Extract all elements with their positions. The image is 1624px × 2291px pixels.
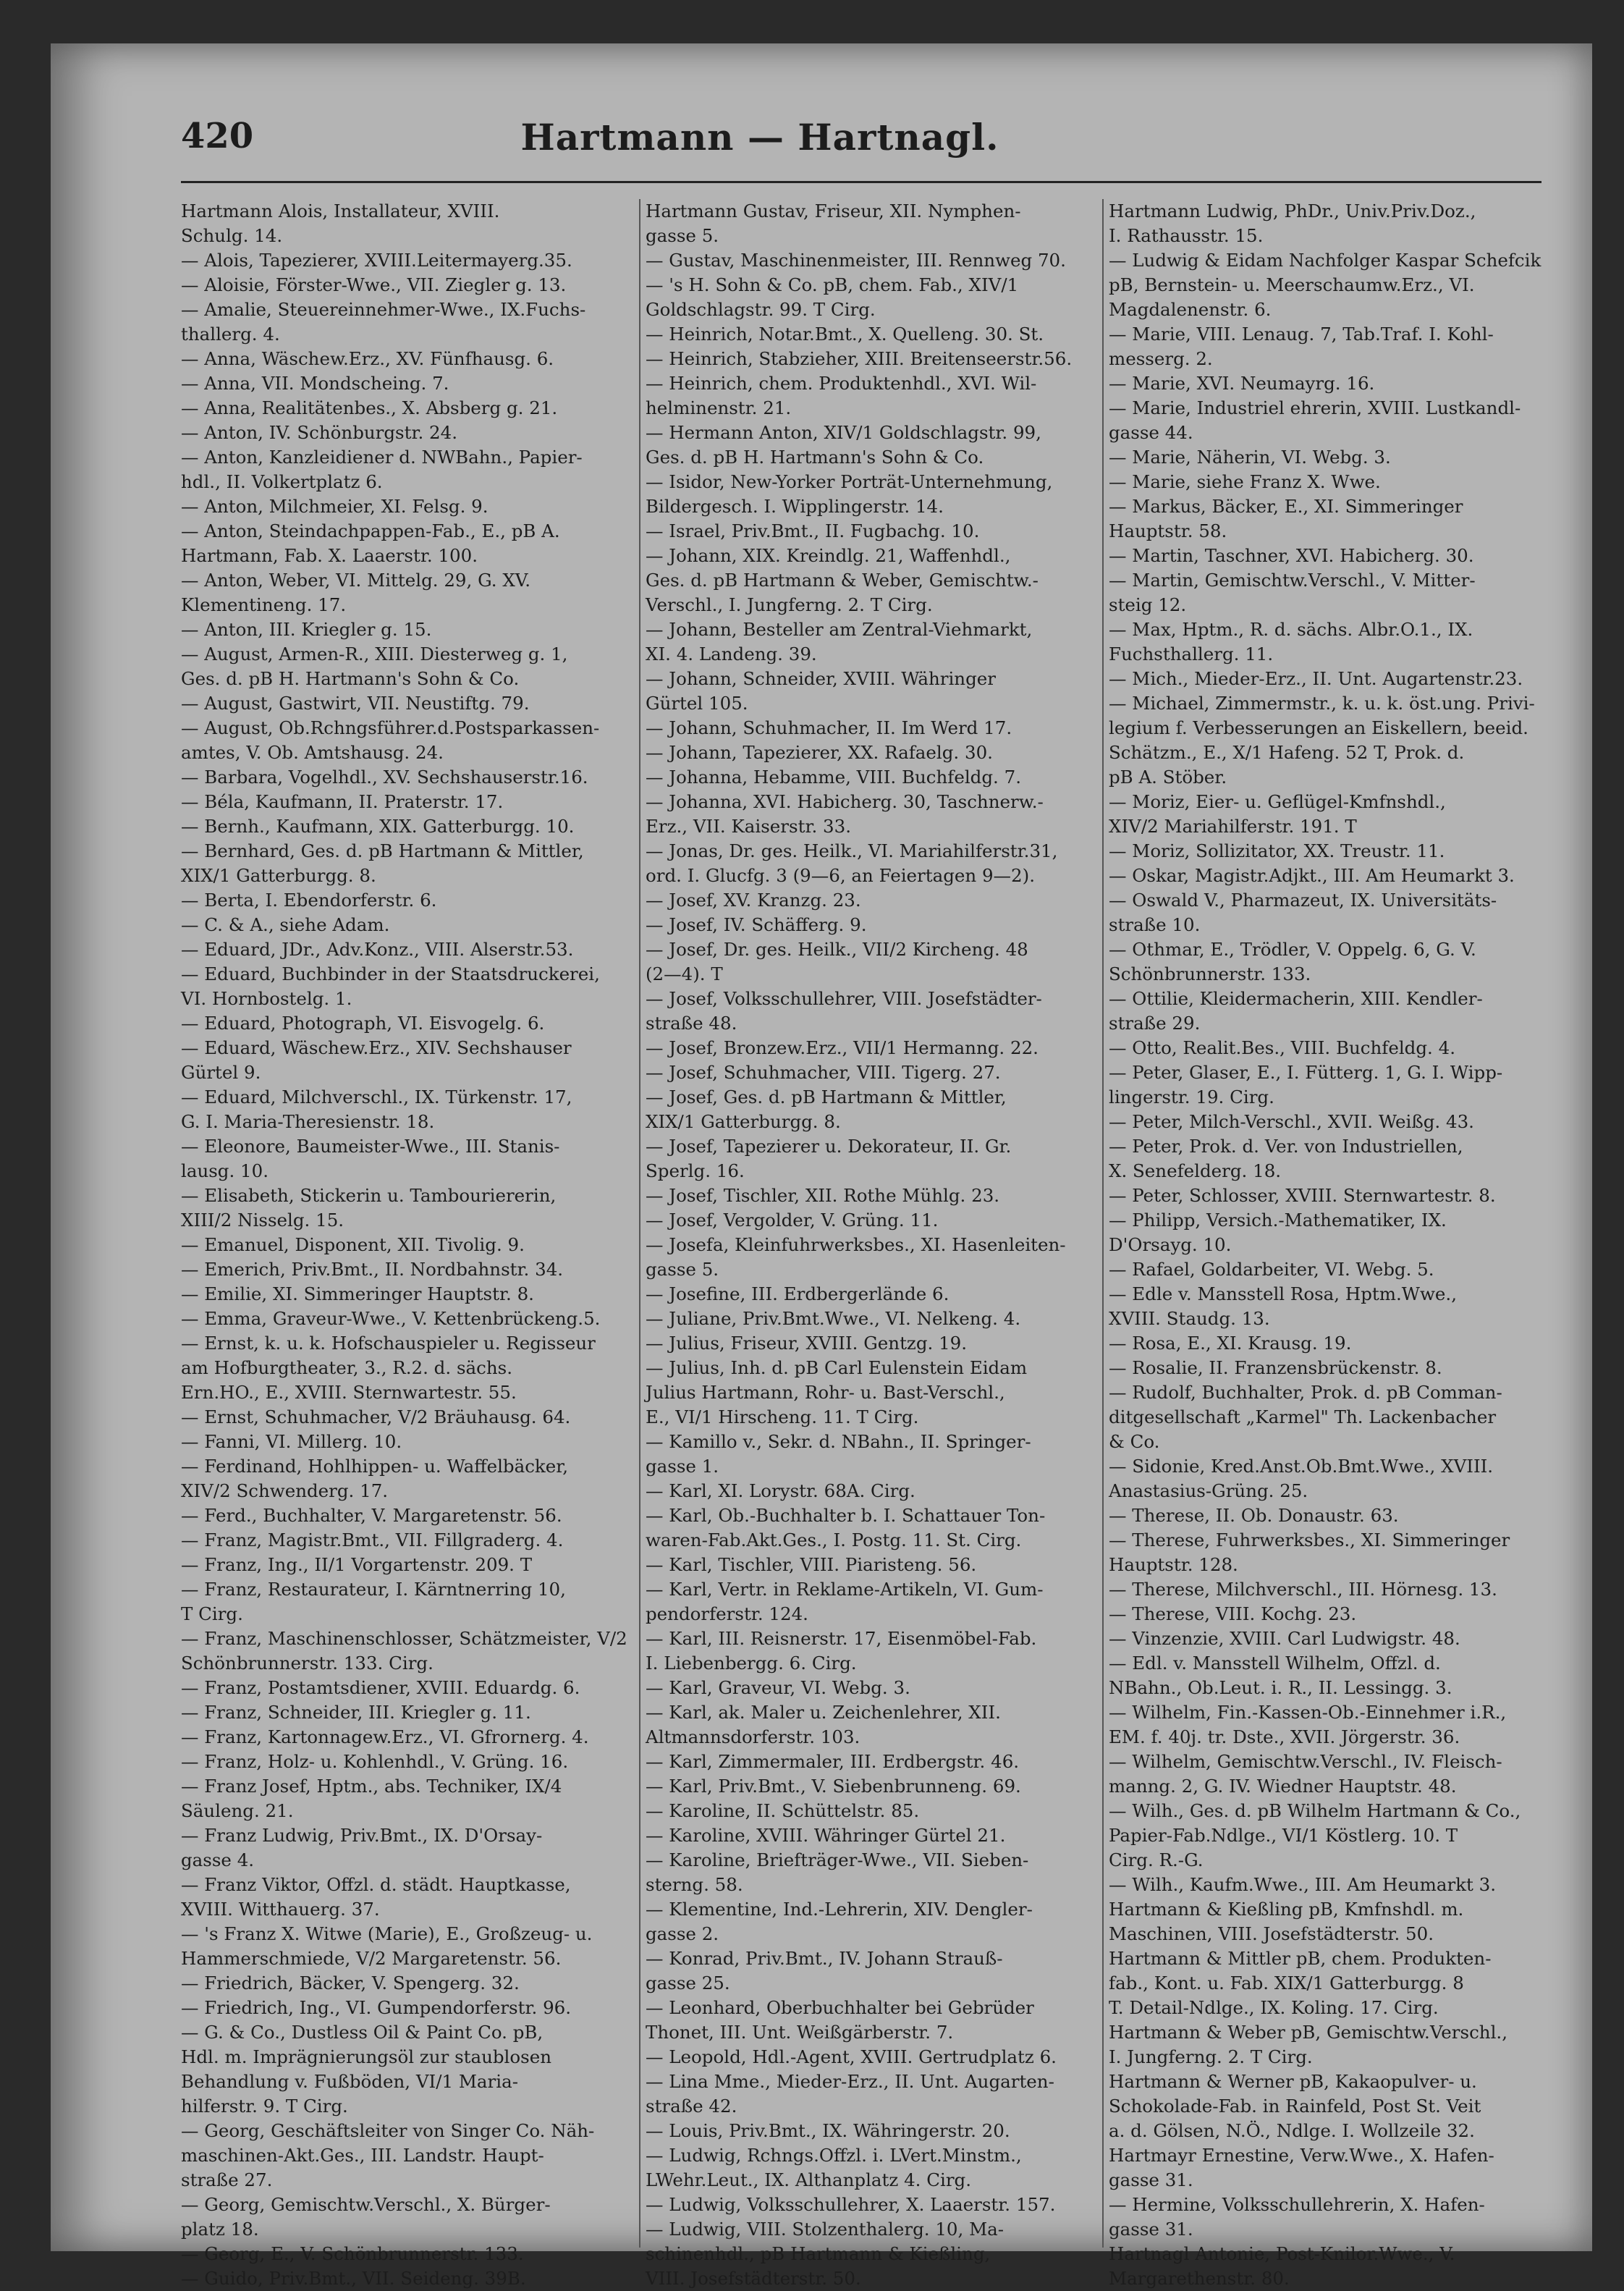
directory-line: X. Senefelderg. 18. bbox=[1109, 1160, 1282, 1181]
directory-line: Bildergesch. I. Wipplingerstr. 14. bbox=[646, 496, 944, 517]
directory-line: — Othmar, E., Trödler, V. Oppelg. 6, G. V. bbox=[1109, 939, 1476, 960]
directory-line: — Josef, Ges. d. pB Hartmann & Mittler, bbox=[646, 1087, 1007, 1107]
directory-line: T. Detail-Ndlge., IX. Koling. 17. Cirg. bbox=[1109, 1997, 1439, 2018]
directory-line: pB A. Stöber. bbox=[1109, 767, 1227, 788]
directory-line: — Berta, I. Ebendorferstr. 6. bbox=[181, 890, 437, 911]
directory-line: — Johanna, XVI. Habicherg. 30, Taschnerw.- bbox=[646, 791, 1044, 812]
directory-line: gasse 1. bbox=[646, 1456, 719, 1477]
directory-line: — Moriz, Sollizitator, XX. Treustr. 11. bbox=[1109, 840, 1445, 861]
directory-line: amtes, V. Ob. Amtshausg. 24. bbox=[181, 742, 444, 763]
directory-line: — Louis, Priv.Bmt., IX. Währingerstr. 20. bbox=[646, 2120, 1010, 2141]
directory-line: legium f. Verbesserungen an Eiskellern, beeid. bbox=[1109, 717, 1528, 738]
directory-line: — August, Gastwirt, VII. Neustiftg. 79. bbox=[181, 693, 530, 714]
directory-line: Erz., VII. Kaiserstr. 33. bbox=[646, 816, 851, 837]
directory-line: — Oskar, Magistr.Adjkt., III. Am Heumarkt 3. bbox=[1109, 865, 1515, 886]
directory-line: — Aloisie, Förster-Wwe., VII. Ziegler g. 13. bbox=[181, 274, 567, 295]
directory-line: — Josef, Dr. ges. Heilk., VII/2 Kircheng. 48 bbox=[646, 939, 1028, 960]
directory-line: — Josef, Tischler, XII. Rothe Mühlg. 23. bbox=[646, 1185, 1000, 1206]
directory-line: — Eduard, JDr., Adv.Konz., VIII. Alserstr.53. bbox=[181, 939, 574, 960]
directory-line: — Anton, Milchmeier, XI. Felsg. 9. bbox=[181, 496, 489, 517]
directory-line: Schätzm., E., X/1 Hafeng. 52 T, Prok. d. bbox=[1109, 742, 1465, 763]
directory-line: — Israel, Priv.Bmt., II. Fugbachg. 10. bbox=[646, 520, 980, 541]
directory-line: — Leopold, Hdl.-Agent, XVIII. Gertrudplatz 6. bbox=[646, 2046, 1057, 2067]
directory-line: — Otto, Realit.Bes., VIII. Buchfeldg. 4. bbox=[1109, 1037, 1455, 1058]
directory-line: & Co. bbox=[1109, 1431, 1160, 1452]
directory-line: — Josef, Schuhmacher, VIII. Tigerg. 27. bbox=[646, 1062, 1001, 1083]
directory-line: — Emilie, XI. Simmeringer Hauptstr. 8. bbox=[181, 1283, 534, 1304]
directory-line: E., VI/1 Hirscheng. 11. T Cirg. bbox=[646, 1406, 919, 1427]
directory-line: manng. 2, G. IV. Wiedner Hauptstr. 48. bbox=[1109, 1776, 1457, 1797]
column-3 bbox=[1109, 199, 1572, 2291]
directory-line: LWehr.Leut., IX. Althanplatz 4. Cirg. bbox=[646, 2169, 971, 2190]
directory-line: Hdl. m. Imprägnierungsöl zur staublosen bbox=[181, 2046, 551, 2067]
directory-line: Fuchsthallerg. 11. bbox=[1109, 644, 1274, 664]
directory-line: Hammerschmiede, V/2 Margaretenstr. 56. bbox=[181, 1948, 562, 1969]
directory-line: — Hermann Anton, XIV/1 Goldschlagstr. 99, bbox=[646, 422, 1041, 443]
directory-line: — Wilhelm, Fin.-Kassen-Ob.-Einnehmer i.R., bbox=[1109, 1702, 1507, 1723]
directory-line: — Josefine, III. Erdbergerlände 6. bbox=[646, 1283, 950, 1304]
directory-line: — Juliane, Priv.Bmt.Wwe., VI. Nelkeng. 4. bbox=[646, 1308, 1021, 1329]
directory-line: gasse 25. bbox=[646, 1973, 730, 1993]
directory-line: XIX/1 Gatterburgg. 8. bbox=[646, 1111, 841, 1132]
directory-line: Ges. d. pB H. Hartmann's Sohn & Co. bbox=[181, 668, 520, 689]
directory-line: — Josefa, Kleinfuhrwerksbes., XI. Hasenleiten- bbox=[646, 1234, 1066, 1255]
directory-line: — Friedrich, Bäcker, V. Spengerg. 32. bbox=[181, 1973, 520, 1993]
directory-line: Sperlg. 16. bbox=[646, 1160, 745, 1181]
directory-line: Hartmann & Weber pB, Gemischtw.Verschl., bbox=[1109, 2022, 1507, 2043]
directory-line: Klementineng. 17. bbox=[181, 594, 347, 615]
directory-line: — Ernst, Schuhmacher, V/2 Bräuhausg. 64. bbox=[181, 1406, 571, 1427]
directory-line: T Cirg. bbox=[181, 1603, 243, 1624]
directory-line: — 's H. Sohn & Co. pB, chem. Fab., XIV/1 bbox=[646, 274, 1019, 295]
directory-line: — Markus, Bäcker, E., XI. Simmeringer bbox=[1109, 496, 1463, 517]
directory-line: — Karoline, II. Schüttelstr. 85. bbox=[646, 1800, 920, 1821]
directory-line: — Wilh., Ges. d. pB Wilhelm Hartmann & Co., bbox=[1109, 1800, 1521, 1821]
directory-line: — August, Armen-R., XIII. Diesterweg g. 1, bbox=[181, 644, 568, 664]
directory-line: Hartmann & Mittler pB, chem. Produkten- bbox=[1109, 1948, 1492, 1969]
directory-line: straße 27. bbox=[181, 2169, 273, 2190]
column-2 bbox=[646, 199, 1107, 2291]
directory-line: XIV/2 Schwenderg. 17. bbox=[181, 1480, 389, 1501]
directory-line: — Edle v. Mansstell Rosa, Hptm.Wwe., bbox=[1109, 1283, 1458, 1304]
directory-line: — Eduard, Milchverschl., IX. Türkenstr. 17, bbox=[181, 1087, 572, 1107]
directory-line: waren-Fab.Akt.Ges., I. Postg. 11. St. Cirg. bbox=[646, 1530, 1022, 1550]
directory-line: — Ludwig, VIII. Stolzenthalerg. 10, Ma- bbox=[646, 2219, 1005, 2240]
directory-line: — Karl, ak. Maler u. Zeichenlehrer, XII. bbox=[646, 1702, 1001, 1723]
directory-line: — Josef, Bronzew.Erz., VII/1 Hermanng. 22. bbox=[646, 1037, 1039, 1058]
directory-line: — Therese, Milchverschl., III. Hörnesg. 13. bbox=[1109, 1579, 1497, 1600]
directory-line: gasse 31. bbox=[1109, 2219, 1193, 2240]
directory-line: — Bernh., Kaufmann, XIX. Gatterburgg. 10. bbox=[181, 816, 575, 837]
directory-line: — Max, Hptm., R. d. sächs. Albr.O.1., IX. bbox=[1109, 619, 1473, 640]
directory-line: — G. & Co., Dustless Oil & Paint Co. pB, bbox=[181, 2022, 544, 2043]
directory-line: — Ernst, k. u. k. Hofschauspieler u. Regisseur bbox=[181, 1333, 596, 1354]
directory-line: — Marie, Industriel ehrerin, XVIII. Lustkandl- bbox=[1109, 397, 1521, 418]
directory-line: — Peter, Milch-Verschl., XVII. Weißg. 43. bbox=[1109, 1111, 1474, 1132]
directory-line: — Josef, Vergolder, V. Grüng. 11. bbox=[646, 1210, 939, 1231]
directory-line: — Guido, Priv.Bmt., VII. Seideng. 39B. bbox=[181, 2268, 526, 2289]
directory-line: — Franz Josef, Hptm., abs. Techniker, IX/4 bbox=[181, 1776, 562, 1797]
directory-line: — Josef, IV. Schäfferg. 9. bbox=[646, 914, 867, 935]
directory-line: — Karl, XI. Lorystr. 68A. Cirg. bbox=[646, 1480, 915, 1501]
directory-line: Ges. d. pB Hartmann & Weber, Gemischtw.- bbox=[646, 570, 1039, 591]
directory-line: — Franz, Magistr.Bmt., VII. Fillgraderg. 4. bbox=[181, 1530, 564, 1550]
directory-line: a. d. Gölsen, N.Ö., Ndlge. I. Wollzeile 32. bbox=[1109, 2120, 1475, 2141]
directory-line: — Karoline, Briefträger-Wwe., VII. Sieben- bbox=[646, 1849, 1029, 1870]
directory-line: Säuleng. 21. bbox=[181, 1800, 294, 1821]
directory-line: — Rosalie, II. Franzensbrückenstr. 8. bbox=[1109, 1357, 1442, 1378]
directory-line: — Karl, Ob.-Buchhalter b. I. Schattauer Ton- bbox=[646, 1505, 1046, 1526]
directory-line: gasse 2. bbox=[646, 1923, 719, 1944]
directory-line: Hartmann, Fab. X. Laaerstr. 100. bbox=[181, 545, 478, 566]
directory-line: straße 48. bbox=[646, 1013, 737, 1034]
directory-line: schinenhdl., pB Hartmann & Kießling, bbox=[646, 2243, 991, 2264]
directory-line: — Jonas, Dr. ges. Heilk., VI. Mariahilferstr.31, bbox=[646, 840, 1058, 861]
directory-line: — Franz, Postamtsdiener, XVIII. Eduardg. 6. bbox=[181, 1677, 580, 1698]
directory-line: — Johann, Tapezierer, XX. Rafaelg. 30. bbox=[646, 742, 993, 763]
directory-line: D'Orsayg. 10. bbox=[1109, 1234, 1232, 1255]
directory-line: — Marie, Näherin, VI. Webg. 3. bbox=[1109, 447, 1391, 468]
directory-line: Schulg. 14. bbox=[181, 225, 283, 246]
directory-line: Ern.HO., E., XVIII. Sternwartestr. 55. bbox=[181, 1382, 517, 1403]
directory-line: G. I. Maria-Theresienstr. 18. bbox=[181, 1111, 435, 1132]
directory-line: hdl., II. Volkertplatz 6. bbox=[181, 471, 383, 492]
directory-line: — Rafael, Goldarbeiter, VI. Webg. 5. bbox=[1109, 1259, 1434, 1280]
directory-line: — Johann, Schuhmacher, II. Im Werd 17. bbox=[646, 717, 1012, 738]
directory-line: — Franz Ludwig, Priv.Bmt., IX. D'Orsay- bbox=[181, 1825, 543, 1846]
directory-line: Margarethenstr. 80. bbox=[1109, 2268, 1290, 2289]
directory-line: — Josef, Volksschullehrer, VIII. Josefstädter- bbox=[646, 988, 1042, 1009]
directory-line: — August, Ob.Rchngsführer.d.Postsparkassen- bbox=[181, 717, 600, 738]
directory-line: — Georg, Geschäftsleiter von Singer Co. Näh- bbox=[181, 2120, 595, 2141]
directory-line: Gürtel 9. bbox=[181, 1062, 261, 1083]
directory-line: — Michael, Zimmermstr., k. u. k. öst.ung. Privi- bbox=[1109, 693, 1535, 714]
directory-line: XIX/1 Gatterburgg. 8. bbox=[181, 865, 376, 886]
directory-line: Hartmann & Werner pB, Kakaopulver- u. bbox=[1109, 2071, 1477, 2092]
directory-line: — Anna, VII. Mondscheing. 7. bbox=[181, 373, 449, 394]
directory-line: — Ludwig, Volksschullehrer, X. Laaerstr. 157. bbox=[646, 2194, 1056, 2215]
directory-line: Hauptstr. 128. bbox=[1109, 1554, 1238, 1575]
directory-line: steig 12. bbox=[1109, 594, 1187, 615]
directory-line: gasse 4. bbox=[181, 1849, 255, 1870]
directory-line: XVIII. Witthauerg. 37. bbox=[181, 1899, 380, 1920]
directory-line: — Anna, Wäschew.Erz., XV. Fünfhausg. 6. bbox=[181, 348, 554, 369]
directory-line: XIII/2 Nisselg. 15. bbox=[181, 1210, 344, 1231]
directory-line: — Klementine, Ind.-Lehrerin, XIV. Dengler- bbox=[646, 1899, 1033, 1920]
directory-line: fab., Kont. u. Fab. XIX/1 Gatterburgg. 8 bbox=[1109, 1973, 1464, 1993]
directory-line: Behandlung v. Fußböden, VI/1 Maria- bbox=[181, 2071, 518, 2092]
directory-line: hilferstr. 9. T Cirg. bbox=[181, 2096, 348, 2117]
directory-line: — Heinrich, Notar.Bmt., X. Quelleng. 30. St. bbox=[646, 324, 1044, 345]
directory-line: — Gustav, Maschinenmeister, III. Rennweg 70. bbox=[646, 250, 1066, 271]
directory-line: — Oswald V., Pharmazeut, IX. Universitäts- bbox=[1109, 890, 1497, 911]
directory-line: Papier-Fab.Ndlge., VI/1 Köstlerg. 10. T bbox=[1109, 1825, 1458, 1846]
directory-line: gasse 5. bbox=[646, 225, 719, 246]
directory-line: thallerg. 4. bbox=[181, 324, 280, 345]
directory-line: — Marie, siehe Franz X. Wwe. bbox=[1109, 471, 1381, 492]
directory-line: — Edl. v. Mansstell Wilhelm, Offzl. d. bbox=[1109, 1653, 1441, 1674]
directory-line: Gürtel 105. bbox=[646, 693, 748, 714]
directory-line: — 's Franz X. Witwe (Marie), E., Großzeug- u. bbox=[181, 1923, 593, 1944]
directory-line: (2—4). T bbox=[646, 963, 723, 984]
directory-line: lausg. 10. bbox=[181, 1160, 269, 1181]
directory-line: — Karl, III. Reisnerstr. 17, Eisenmöbel-Fab. bbox=[646, 1628, 1037, 1649]
directory-line: — Johann, Besteller am Zentral-Viehmarkt, bbox=[646, 619, 1033, 640]
directory-line: — Fanni, VI. Millerg. 10. bbox=[181, 1431, 402, 1452]
directory-line: ord. I. Glucfg. 3 (9—6, an Feiertagen 9—2). bbox=[646, 865, 1035, 886]
directory-line: — Marie, VIII. Lenaug. 7, Tab.Traf. I. Kohl- bbox=[1109, 324, 1494, 345]
directory-line: — Emma, Graveur-Wwe., V. Kettenbrückeng.5. bbox=[181, 1308, 601, 1329]
directory-line: — Emerich, Priv.Bmt., II. Nordbahnstr. 34. bbox=[181, 1259, 564, 1280]
directory-line: XVIII. Staudg. 13. bbox=[1109, 1308, 1270, 1329]
directory-line: — Emanuel, Disponent, XII. Tivolig. 9. bbox=[181, 1234, 525, 1255]
directory-line: Anastasius-Grüng. 25. bbox=[1109, 1480, 1308, 1501]
directory-line: — Alois, Tapezierer, XVIII.Leitermayerg.35. bbox=[181, 250, 572, 271]
directory-line: messerg. 2. bbox=[1109, 348, 1213, 369]
directory-line: Goldschlagstr. 99. T Cirg. bbox=[646, 299, 876, 320]
directory-line: — Eduard, Buchbinder in der Staatsdruckerei, bbox=[181, 963, 600, 984]
directory-line: — Hermine, Volksschullehrerin, X. Hafen- bbox=[1109, 2194, 1485, 2215]
directory-line: Hartmayr Ernestine, Verw.Wwe., X. Hafen- bbox=[1109, 2145, 1494, 2166]
directory-line: — Rudolf, Buchhalter, Prok. d. pB Comman- bbox=[1109, 1382, 1502, 1403]
directory-line: — Karl, Priv.Bmt., V. Siebenbrunneng. 69. bbox=[646, 1776, 1021, 1797]
directory-line: pB, Bernstein- u. Meerschaumw.Erz., VI. bbox=[1109, 274, 1475, 295]
directory-line: — Peter, Glaser, E., I. Fütterg. 1, G. I. Wipp- bbox=[1109, 1062, 1503, 1083]
directory-line: — Johann, Schneider, XVIII. Währinger bbox=[646, 668, 996, 689]
directory-line: — Franz Viktor, Offzl. d. städt. Hauptkasse, bbox=[181, 1874, 571, 1895]
directory-line: Hartmann Ludwig, PhDr., Univ.Priv.Doz., bbox=[1109, 201, 1476, 221]
directory-line: gasse 31. bbox=[1109, 2169, 1193, 2190]
directory-line: Altmannsdorferstr. 103. bbox=[646, 1726, 860, 1747]
directory-line: Schönbrunnerstr. 133. Cirg. bbox=[181, 1653, 434, 1674]
directory-line: — Wilh., Kaufm.Wwe., III. Am Heumarkt 3. bbox=[1109, 1874, 1497, 1895]
directory-line: — Georg, E., V. Schönbrunnerstr. 133. bbox=[181, 2243, 524, 2264]
directory-line: — Julius, Friseur, XVIII. Gentzg. 19. bbox=[646, 1333, 968, 1354]
directory-line: straße 29. bbox=[1109, 1013, 1201, 1034]
directory-line: Schokolade-Fab. in Rainfeld, Post St. Veit bbox=[1109, 2096, 1481, 2117]
directory-line: — Therese, Fuhrwerksbes., XI. Simmeringer bbox=[1109, 1530, 1510, 1550]
page-header bbox=[181, 116, 1339, 181]
directory-line: — Franz, Schneider, III. Kriegler g. 11. bbox=[181, 1702, 531, 1723]
directory-line: Verschl., I. Jungferng. 2. T Cirg. bbox=[646, 594, 933, 615]
directory-line: — Martin, Gemischtw.Verschl., V. Mitter- bbox=[1109, 570, 1476, 591]
directory-line: Schönbrunnerstr. 133. bbox=[1109, 963, 1311, 984]
directory-line: VIII. Josefstädterstr. 50. bbox=[646, 2268, 861, 2289]
directory-line: — Moriz, Eier- u. Geflügel-Kmfnshdl., bbox=[1109, 791, 1446, 812]
directory-line: — Ludwig & Eidam Nachfolger Kaspar Schefcik bbox=[1109, 250, 1541, 271]
directory-page bbox=[51, 43, 1592, 2289]
directory-line: Julius Hartmann, Rohr- u. Bast-Verschl., bbox=[646, 1382, 1005, 1403]
directory-line: — Johanna, Hebamme, VIII. Buchfeldg. 7. bbox=[646, 767, 1021, 788]
directory-line: — Friedrich, Ing., VI. Gumpendorferstr. 96. bbox=[181, 1997, 572, 2018]
directory-line: — Martin, Taschner, XVI. Habicherg. 30. bbox=[1109, 545, 1474, 566]
directory-line: — Ludwig, Rchngs.Offzl. i. LVert.Minstm., bbox=[646, 2145, 1022, 2166]
directory-line: — Rosa, E., XI. Krausg. 19. bbox=[1109, 1333, 1352, 1354]
directory-line: — Johann, XIX. Kreindlg. 21, Waffenhdl., bbox=[646, 545, 1011, 566]
directory-line: — Bernhard, Ges. d. pB Hartmann & Mittler, bbox=[181, 840, 584, 861]
directory-line: — Isidor, New-Yorker Porträt-Unternehmung, bbox=[646, 471, 1053, 492]
directory-line: — C. & A., siehe Adam. bbox=[181, 914, 390, 935]
directory-line: — Anton, Kanzleidiener d. NWBahn., Papier- bbox=[181, 447, 583, 468]
directory-line: — Marie, XVI. Neumayrg. 16. bbox=[1109, 373, 1375, 394]
directory-line: — Therese, VIII. Kochg. 23. bbox=[1109, 1603, 1357, 1624]
directory-line: Hartmann & Kießling pB, Kmfnshdl. m. bbox=[1109, 1899, 1464, 1920]
directory-line: XIV/2 Mariahilferstr. 191. T bbox=[1109, 816, 1357, 837]
directory-line: — Anna, Realitätenbes., X. Absberg g. 21. bbox=[181, 397, 558, 418]
directory-line: NBahn., Ob.Leut. i. R., II. Lessingg. 3. bbox=[1109, 1677, 1452, 1698]
directory-line: I. Jungferng. 2. T Cirg. bbox=[1109, 2046, 1313, 2067]
header-rule bbox=[181, 181, 1541, 183]
directory-line: — Karl, Vertr. in Reklame-Artikeln, VI. Gum- bbox=[646, 1579, 1044, 1600]
directory-line: Hartmann Gustav, Friseur, XII. Nymphen- bbox=[646, 201, 1021, 221]
directory-line: — Georg, Gemischtw.Verschl., X. Bürger- bbox=[181, 2194, 551, 2215]
directory-line: — Anton, Steindachpappen-Fab., E., pB A. bbox=[181, 520, 560, 541]
directory-line: am Hofburgtheater, 3., R.2. d. sächs. bbox=[181, 1357, 512, 1378]
directory-line: — Franz, Holz- u. Kohlenhdl., V. Grüng. 16. bbox=[181, 1751, 569, 1772]
directory-line: — Sidonie, Kred.Anst.Ob.Bmt.Wwe., XVIII. bbox=[1109, 1456, 1494, 1477]
directory-line: maschinen-Akt.Ges., III. Landstr. Haupt- bbox=[181, 2145, 544, 2166]
directory-line: EM. f. 40j. tr. Dste., XVII. Jörgerstr. 36. bbox=[1109, 1726, 1460, 1747]
directory-line: Thonet, III. Unt. Weißgärberstr. 7. bbox=[646, 2022, 954, 2043]
directory-line: — Konrad, Priv.Bmt., IV. Johann Strauß- bbox=[646, 1948, 1003, 1969]
directory-line: — Eleonore, Baumeister-Wwe., III. Stanis- bbox=[181, 1136, 560, 1157]
directory-line: straße 10. bbox=[1109, 914, 1201, 935]
directory-line: — Béla, Kaufmann, II. Praterstr. 17. bbox=[181, 791, 504, 812]
directory-line: — Ottilie, Kleidermacherin, XIII. Kendler- bbox=[1109, 988, 1483, 1009]
directory-line: — Wilhelm, Gemischtw.Verschl., IV. Fleisch- bbox=[1109, 1751, 1502, 1772]
directory-line: gasse 5. bbox=[646, 1259, 719, 1280]
directory-line: — Therese, II. Ob. Donaustr. 63. bbox=[1109, 1505, 1399, 1526]
directory-line: — Karl, Tischler, VIII. Piaristeng. 56. bbox=[646, 1554, 977, 1575]
directory-line: — Anton, Weber, VI. Mittelg. 29, G. XV. bbox=[181, 570, 530, 591]
directory-line: — Anton, III. Kriegler g. 15. bbox=[181, 619, 432, 640]
directory-line: — Eduard, Wäschew.Erz., XIV. Sechshauser bbox=[181, 1037, 572, 1058]
directory-line: platz 18. bbox=[181, 2219, 259, 2240]
directory-line: — Vinzenzie, XVIII. Carl Ludwigstr. 48. bbox=[1109, 1628, 1460, 1649]
directory-line: VI. Hornbostelg. 1. bbox=[181, 988, 352, 1009]
directory-line: — Elisabeth, Stickerin u. Tambouriererin, bbox=[181, 1185, 557, 1206]
directory-line: helminenstr. 21. bbox=[646, 397, 792, 418]
directory-line: sterng. 58. bbox=[646, 1874, 743, 1895]
directory-line: Hartmann Alois, Installateur, XVIII. bbox=[181, 201, 500, 221]
directory-line: — Eduard, Photograph, VI. Eisvogelg. 6. bbox=[181, 1013, 545, 1034]
directory-line: — Heinrich, chem. Produktenhdl., XVI. Wil- bbox=[646, 373, 1037, 394]
directory-line: — Amalie, Steuereinnehmer-Wwe., IX.Fuchs- bbox=[181, 299, 586, 320]
directory-line: Hartnagl Antonie, Post-Knilor.Wwe., V. bbox=[1109, 2243, 1455, 2264]
directory-line: — Julius, Inh. d. pB Carl Eulenstein Eidam bbox=[646, 1357, 1028, 1378]
directory-line: — Lina Mme., Mieder-Erz., II. Unt. Augarten- bbox=[646, 2071, 1054, 2092]
directory-line: Hauptstr. 58. bbox=[1109, 520, 1227, 541]
directory-line: straße 42. bbox=[646, 2096, 737, 2117]
directory-line: — Philipp, Versich.-Mathematiker, IX. bbox=[1109, 1210, 1447, 1231]
directory-line: — Josef, Tapezierer u. Dekorateur, II. Gr. bbox=[646, 1136, 1012, 1157]
directory-line: — Peter, Schlosser, XVIII. Sternwartestr. 8. bbox=[1109, 1185, 1496, 1206]
running-title: Hartmann — Hartnagl. bbox=[520, 116, 999, 159]
directory-line: — Ferdinand, Hohlhippen- u. Waffelbäcker, bbox=[181, 1456, 569, 1477]
directory-line: — Mich., Mieder-Erz., II. Unt. Augartenstr.23. bbox=[1109, 668, 1523, 689]
directory-line: pendorferstr. 124. bbox=[646, 1603, 808, 1624]
column-1 bbox=[181, 199, 637, 2291]
directory-line: — Barbara, Vogelhdl., XV. Sechshauserstr.16. bbox=[181, 767, 588, 788]
directory-line: Maschinen, VIII. Josefstädterstr. 50. bbox=[1109, 1923, 1434, 1944]
directory-line: — Franz, Maschinenschlosser, Schätzmeister, V/2 bbox=[181, 1628, 627, 1649]
directory-line: — Karoline, XVIII. Währinger Gürtel 21. bbox=[646, 1825, 1006, 1846]
directory-line: — Josef, XV. Kranzg. 23. bbox=[646, 890, 861, 911]
directory-line: — Karl, Zimmermaler, III. Erdbergstr. 46. bbox=[646, 1751, 1020, 1772]
directory-line: ditgesellschaft „Karmel" Th. Lackenbacher bbox=[1109, 1406, 1497, 1427]
directory-line: I. Liebenbergg. 6. Cirg. bbox=[646, 1653, 857, 1674]
directory-line: Cirg. R.-G. bbox=[1109, 1849, 1204, 1870]
directory-line: XI. 4. Landeng. 39. bbox=[646, 644, 817, 664]
page-number: 420 bbox=[181, 116, 254, 156]
directory-line: Ges. d. pB H. Hartmann's Sohn & Co. bbox=[646, 447, 984, 468]
directory-line: gasse 44. bbox=[1109, 422, 1193, 443]
directory-line: Magdalenenstr. 6. bbox=[1109, 299, 1272, 320]
directory-line: lingerstr. 19. Cirg. bbox=[1109, 1087, 1274, 1107]
directory-line: I. Rathausstr. 15. bbox=[1109, 225, 1264, 246]
directory-line: — Franz, Ing., II/1 Vorgartenstr. 209. T bbox=[181, 1554, 533, 1575]
directory-line: — Heinrich, Stabzieher, XIII. Breitenseerstr.56. bbox=[646, 348, 1073, 369]
directory-line: — Franz, Restaurateur, I. Kärntnerring 10, bbox=[181, 1579, 566, 1600]
directory-line: — Karl, Graveur, VI. Webg. 3. bbox=[646, 1677, 910, 1698]
column-divider bbox=[639, 199, 640, 2248]
directory-line: — Kamillo v., Sekr. d. NBahn., II. Springer- bbox=[646, 1431, 1031, 1452]
directory-line: — Franz, Kartonnagew.Erz., VI. Gfrornerg. 4. bbox=[181, 1726, 589, 1747]
directory-line: — Anton, IV. Schönburgstr. 24. bbox=[181, 422, 458, 443]
directory-line: — Peter, Prok. d. Ver. von Industriellen, bbox=[1109, 1136, 1463, 1157]
directory-line: — Leonhard, Oberbuchhalter bei Gebrüder bbox=[646, 1997, 1034, 2018]
directory-line: — Ferd., Buchhalter, V. Margaretenstr. 56. bbox=[181, 1505, 562, 1526]
